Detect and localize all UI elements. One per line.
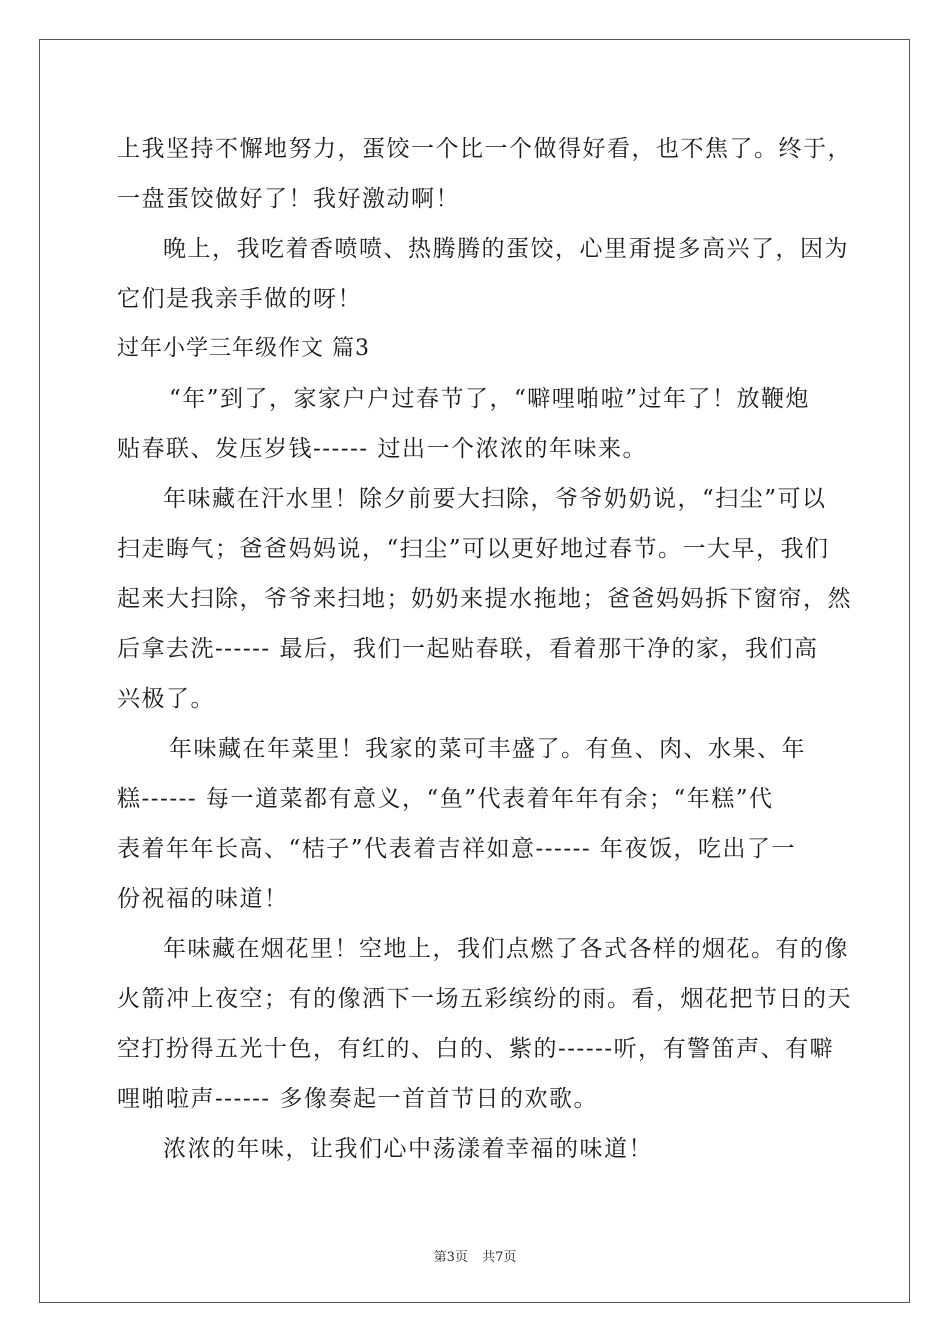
text-line: 浓浓的年味，让我们心中荡漾着幸福的味道！ xyxy=(163,1136,653,1162)
text-line: 年味藏在烟花里！空地上，我们点燃了各式各样的烟花。有的像 xyxy=(163,936,849,962)
text-line: 糕------ 每一道菜都有意义，“鱼”代表着年年有余；“年糕”代 xyxy=(117,786,774,812)
text-line: 扫走晦气；爸爸妈妈说，“扫尘”可以更好地过春节。一大早，我们 xyxy=(117,536,830,562)
text-line: 一盘蛋饺做好了！我好激动啊！ xyxy=(117,186,460,212)
text-line: 后拿去洗------ 最后，我们一起贴春联，看着那干净的家，我们高 xyxy=(117,636,819,662)
text-line: 贴春联、发压岁钱------ 过出一个浓浓的年味来。 xyxy=(117,436,647,462)
text-line: 表着年年长高、“桔子”代表着吉祥如意------ 年夜饭，吃出了一 xyxy=(117,836,796,862)
text-line: 空打扮得五光十色，有红的、白的、紫的------听，有警笛声、有噼 xyxy=(117,1036,835,1062)
text-line: 它们是我亲手做的呀！ xyxy=(117,286,362,312)
text-line: 年味藏在汗水里！除夕前要大扫除，爷爷奶奶说，“扫尘”可以 xyxy=(163,486,827,512)
text-line: 份祝福的味道！ xyxy=(117,886,289,912)
text-line: 哩啪啦声------ 多像奏起一首首节日的欢歌。 xyxy=(117,1086,598,1112)
text-line: 起来大扫除，爷爷来扫地；奶奶来提水拖地；爸爸妈妈拆下窗帘，然 xyxy=(117,586,852,612)
page-number-current: 第3页 xyxy=(433,1250,468,1265)
text-line: 火箭冲上夜空；有的像洒下一场五彩缤纷的雨。看，烟花把节日的天 xyxy=(117,986,852,1012)
text-line: 晚上，我吃着香喷喷、热腾腾的蛋饺，心里甭提多高兴了，因为 xyxy=(163,236,849,262)
text-line: “年”到了，家家户户过春节了，“噼哩啪啦”过年了！放鞭炮 xyxy=(169,386,811,412)
text-line: 年味藏在年菜里！我家的菜可丰盛了。有鱼、肉、水果、年 xyxy=(169,736,806,762)
section-heading: 过年小学三年级作文 篇3 xyxy=(117,336,370,361)
page-number-total: 共7页 xyxy=(482,1250,517,1265)
document-body xyxy=(117,124,852,1174)
text-line: 兴极了。 xyxy=(117,686,215,712)
page-footer xyxy=(0,1246,950,1265)
text-line: 上我坚持不懈地努力，蛋饺一个比一个做得好看，也不焦了。终于， xyxy=(117,136,852,162)
